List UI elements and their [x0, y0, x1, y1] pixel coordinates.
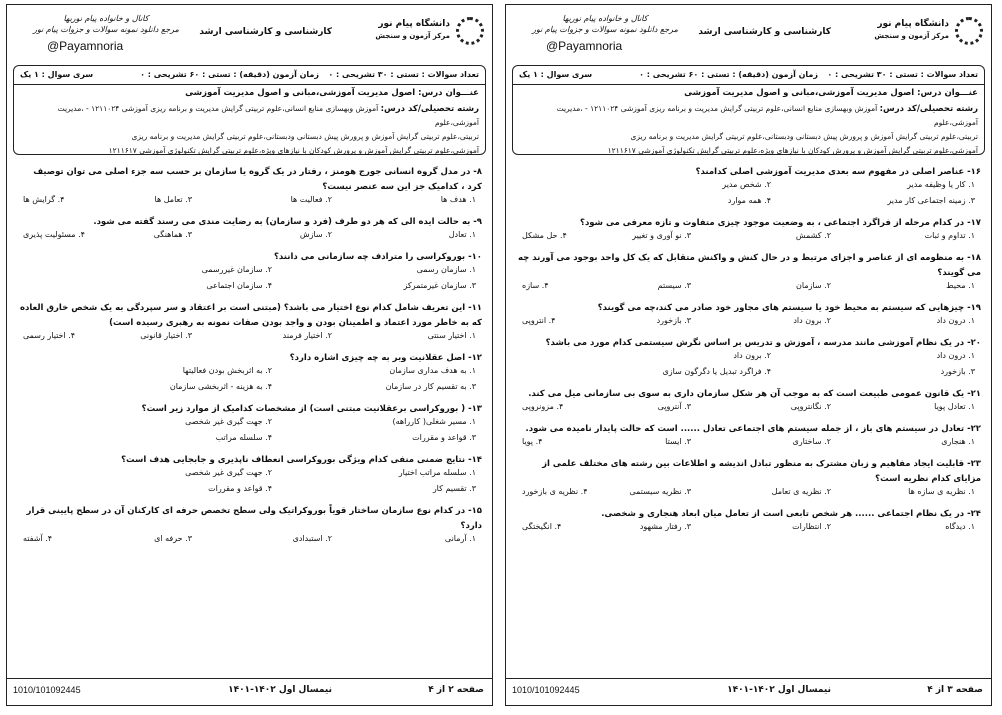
major-line-1: آموزش وبهسازی منابع انسانی،علوم تربیتی گرایش مدیریت و برنامه ریزی آموزشی ۱۲۱۱۰۲۴ - ،مدیریت آموزشی،علوم [57, 104, 479, 127]
option-3[interactable]: ۳. بازخورد [940, 367, 975, 376]
option-1[interactable]: ۱. درون داد [936, 351, 975, 360]
option-4[interactable]: ۴. آشفته [23, 534, 53, 543]
option-4[interactable]: ۴. نظریه ی بازخورد [522, 487, 588, 496]
question-count: تعداد سوالات : تستی : ۳۰ تشریحی : ۰ [827, 70, 978, 79]
option-4[interactable]: ۴. فراگرد تبدیل یا دگرگون سازی [662, 367, 771, 376]
question-text: ۲۳- قابلیت ایجاد مفاهیم و زبان مشترک به منظور تبادل اندیشه و اطلاعات بین رشته های مختلف علمی از مزایای کدام نظریه است؟ [542, 459, 981, 484]
page-header [7, 5, 492, 63]
option-1[interactable]: ۱. به هدف مداری سازمان [389, 366, 476, 375]
options-row [516, 487, 981, 503]
option-2[interactable]: ۲. کشمش [795, 231, 831, 240]
option-2[interactable]: ۲. برون داد [793, 316, 831, 325]
question-item [516, 165, 981, 212]
option-3[interactable]: ۳. تعامل ها [154, 195, 192, 204]
option-3[interactable]: ۳. ایستا [665, 437, 691, 446]
question-text: ۱۸- به منظومه ای از عناصر و اجزای مرتبط و در حال کنش و واکنش متقابل که یک کل واحد بوجود می آورند چه می گویند؟ [517, 253, 981, 278]
question-item [516, 507, 981, 538]
major-info [519, 102, 978, 158]
option-4[interactable]: ۴. انگیختگی [522, 522, 562, 531]
option-1[interactable]: ۱. کار یا وظیفه مدیر [907, 180, 975, 189]
page-footer [7, 678, 492, 705]
exam-page-3 [505, 4, 992, 706]
option-1[interactable]: ۱. سلسله مراتب اختیار [398, 468, 476, 477]
page-header [506, 5, 991, 63]
option-3[interactable]: ۳. به تقسیم کار در سازمان [385, 382, 476, 391]
option-1[interactable]: ۱. محیط [946, 281, 975, 290]
question-item [17, 301, 482, 347]
option-4[interactable]: ۴. انتروپی [522, 316, 556, 325]
university-logo-icon [456, 17, 484, 45]
divider [14, 84, 485, 85]
options-row [516, 180, 981, 212]
question-list [17, 165, 482, 554]
option-1[interactable]: ۱. تعادل پویا [934, 402, 975, 411]
question-item [17, 250, 482, 297]
question-text: ۱۲- اصل عقلانیت وبر به چه چیزی اشاره دارد؟ [289, 353, 482, 363]
question-text: ۱۴- نتایج ضمنی منفی کدام ویژگی بوروکراسی انعطاف ناپذیری و جابجایی هدف است؟ [121, 455, 482, 465]
question-item [516, 387, 981, 418]
exam-info-box [13, 65, 486, 155]
center-name: مرکز آزمون و سنجش [375, 32, 450, 40]
option-1[interactable]: ۱. اختیار سنتی [427, 331, 476, 340]
option-3[interactable]: ۳. سازمان غیرمتمرکز [403, 281, 476, 290]
info-row [519, 70, 978, 84]
option-1[interactable]: ۱. تداوم و ثبات [924, 231, 975, 240]
option-3[interactable]: ۳. حرفه ای [154, 534, 192, 543]
option-4[interactable]: ۴. مسئولیت پذیری [23, 230, 85, 239]
option-1[interactable]: ۱. درون داد [936, 316, 975, 325]
option-3[interactable]: ۳. نظریه سیستمی [629, 487, 691, 496]
promo-line-1: کانال و خانواده پیام نوریها [562, 14, 648, 23]
option-2[interactable]: ۲. جهت گیری غیر شخصی [185, 468, 272, 477]
options-row [17, 195, 482, 211]
option-4[interactable]: ۴. سلسله مراتب [215, 433, 272, 442]
major-label: رشته تحصیلی/کد درس: [380, 104, 479, 114]
major-line-2: تربیتی،علوم تربیتی گرایش آموزش و پرورش پیش دبستانی ودبستانی،علوم تربیتی گرایش مدیریت و برنامه ریزی [131, 132, 479, 141]
option-2[interactable]: ۲. سازش [299, 230, 332, 239]
option-2[interactable]: ۲. اختیار فرمند [282, 331, 332, 340]
option-3[interactable]: ۳. هماهنگی [153, 230, 192, 239]
option-4[interactable]: ۴. به هزینه - اثربخشی سازمان [169, 382, 272, 391]
options-row [17, 468, 482, 500]
option-1[interactable]: ۱. آرمانی [444, 534, 476, 543]
options-row [516, 437, 981, 453]
info-row [20, 70, 479, 84]
option-4[interactable]: ۴. گرایش ها [23, 195, 65, 204]
question-text: ۱۰- بوروکراسی را مترادف چه سازمانی می دانند؟ [273, 252, 482, 262]
question-count: تعداد سوالات : تستی : ۳۰ تشریحی : ۰ [328, 70, 479, 79]
options-row [17, 331, 482, 347]
exam-time: زمان آزمون (دقیقه) : تستی : ۶۰ تشریحی : ۰ [639, 70, 818, 79]
question-item [17, 351, 482, 398]
question-text: ۲۴- در یک نظام اجتماعی ...... هر شخص تابعی است از تعامل میان ابعاد هنجاری و شخصی. [601, 509, 981, 519]
question-item [17, 215, 482, 246]
question-item [17, 453, 482, 500]
options-row [516, 351, 981, 383]
option-2[interactable]: ۲. نظریه ی تعامل [771, 487, 831, 496]
page-footer [506, 678, 991, 705]
footer-code: 1010/101092445 [512, 685, 580, 695]
question-text: ۱۹- چیزهایی که سیستم به محیط خود یا سیستم های مجاور خود صادر می کند،چه می گویند؟ [597, 303, 981, 313]
exam-page-2 [6, 4, 493, 706]
option-3[interactable]: ۳. اختیار قانونی [140, 331, 192, 340]
option-1[interactable]: ۱. هدف ها [440, 195, 476, 204]
options-row [516, 316, 981, 332]
option-1[interactable]: ۱. سازمان رسمی [416, 265, 476, 274]
option-4[interactable]: ۴. سازه [522, 281, 549, 290]
options-row [17, 265, 482, 297]
promo-line-2: مرجع دانلود نمونه سوالات و جزوات پیام نور [33, 25, 179, 34]
question-item [516, 216, 981, 247]
question-text: ۱۶- عناصر اصلی در مفهوم سه بعدی مدیریت آموزشی اصلی کدامند؟ [695, 167, 981, 177]
promo-text [21, 13, 191, 35]
option-4[interactable]: ۴. پویا [522, 437, 543, 446]
option-2[interactable]: ۲. انتظارات [792, 522, 831, 531]
brand-handle: @Payamnoria [546, 39, 623, 53]
option-3[interactable]: ۳. سیستم [657, 281, 691, 290]
option-3[interactable]: ۳. قواعد و مقررات [412, 433, 476, 442]
option-2[interactable]: ۲. نگانتروپی [790, 402, 831, 411]
option-2[interactable]: ۲. به اثربخش بودن فعالیتها [182, 366, 272, 375]
option-1[interactable]: ۱. تعادل [448, 230, 476, 239]
option-2[interactable]: ۲. ساختاری [792, 437, 831, 446]
footer-code: 1010/101092445 [13, 685, 81, 695]
option-1[interactable]: ۱. دیدگاه [945, 522, 975, 531]
option-3[interactable]: ۳. آنتروپی [657, 402, 691, 411]
option-2[interactable]: ۲. فعالیت ها [290, 195, 332, 204]
options-row [17, 534, 482, 550]
series: سری سوال : ۱ یک [20, 70, 94, 79]
question-text: ۱۳- ( بوروکراسی برعقلانیت مبتنی است) از مشخصات کدامیک از موارد زیر است؟ [141, 404, 482, 414]
option-2[interactable]: ۲. سازمان [796, 281, 831, 290]
field-title: کارشناسی و کارشناسی ارشد [698, 27, 831, 37]
major-line-2: تربیتی،علوم تربیتی گرایش آموزش و پرورش پیش دبستانی ودبستانی،علوم تربیتی گرایش مدیریت و برنامه ریزی [630, 132, 978, 141]
series: سری سوال : ۱ یک [519, 70, 593, 79]
promo-line-1: کانال و خانواده پیام نوریها [63, 14, 149, 23]
university-logo-icon [955, 17, 983, 45]
question-item [516, 457, 981, 503]
options-row [516, 281, 981, 297]
question-text: ۲۰- در یک نظام آموزشی مانند مدرسه ، آموزش و تدریس بر اساس نگرش سیستمی کدام مورد می باشد؟ [545, 338, 981, 348]
footer-term: نیمسال اول ۱۴۰۲-۱۴۰۱ [727, 685, 831, 695]
option-2[interactable]: ۲. جهت گیری غیر شخصی [185, 417, 272, 426]
option-3[interactable]: ۳. زمینه اجتماعی کار مدیر [887, 196, 975, 205]
question-text: ۲۲- تعادل در سیستم های باز ، از جمله سیستم های اجتماعی تعادل ...... است که حالت پایدار نامیده می شود. [525, 424, 981, 434]
course-title: عنـــوان درس: اصول مدیریت آموزشی،مبانی و اصول مدیریت آموزشی [185, 88, 479, 98]
promo-text [520, 13, 690, 35]
option-4[interactable]: ۴. قواعد و مقررات [208, 484, 272, 493]
divider [513, 84, 984, 85]
major-label: رشته تحصیلی/کد درس: [879, 104, 978, 114]
option-1[interactable]: ۱. هنجاری [941, 437, 975, 446]
option-3[interactable]: ۳. نو آوری و تغییر [632, 231, 691, 240]
option-4[interactable]: ۴. سازمان اجتماعی [206, 281, 272, 290]
option-2[interactable]: ۲. استبدادی [292, 534, 332, 543]
option-2[interactable]: ۲. برون داد [733, 351, 771, 360]
question-item [17, 165, 482, 211]
promo-line-2: مرجع دانلود نمونه سوالات و جزوات پیام نور [532, 25, 678, 34]
question-item [516, 251, 981, 297]
center-name: مرکز آزمون و سنجش [874, 32, 949, 40]
exam-info-box [512, 65, 985, 155]
question-text: ۸- در مدل گروه انسانی جورج هومنز ، رفتار در یک گروه یا سازمان بر حسب سه جزء اصلی می توان توصیف کرد ، کدامیک جز این سه عنصر نیست؟ [33, 167, 482, 192]
option-4[interactable]: ۴. حل مشکل [522, 231, 567, 240]
major-line-3: آموزشی،علوم تربیتی گرایش آموزش و پرورش کودکان با نیازهای ویژه،علوم تربیتی گرایش تکنولوژی آموزشی ۱۲۱۱۶۱۷ [607, 146, 978, 155]
question-text: ۱۷- در کدام مرحله از فراگرد اجتماعی ، به وضعیت موجود چیزی متفاوت و تازه معرفی می شود؟ [580, 218, 981, 228]
option-2[interactable]: ۲. سازمان غیررسمی [201, 265, 272, 274]
option-4[interactable]: ۴. اختیار رسمی [23, 331, 76, 340]
course-title: عنـــوان درس: اصول مدیریت آموزشی،مبانی و اصول مدیریت آموزشی [684, 88, 978, 98]
major-line-1: آموزش وبهسازی منابع انسانی،علوم تربیتی گرایش مدیریت و برنامه ریزی آموزشی ۱۲۱۱۰۲۴ - ،مدیریت آموزشی،علوم [556, 104, 978, 127]
major-line-3: آموزشی،علوم تربیتی گرایش آموزش و پرورش کودکان با نیازهای ویژه،علوم تربیتی گرایش تکنولوژی آموزشی ۱۲۱۱۶۱۷ [108, 146, 479, 155]
question-text: ۲۱- یک قانون عمومی طبیعت است که به موجب آن هر شکل سازمان داری به سوی بی سازمانی میل می کند. [528, 389, 981, 399]
university-name: دانشگاه پیام نور [877, 19, 949, 29]
footer-term: نیمسال اول ۱۴۰۲-۱۴۰۱ [228, 685, 332, 695]
major-info [20, 102, 479, 158]
university-name: دانشگاه پیام نور [378, 19, 450, 29]
option-3[interactable]: ۳. تقسیم کار [432, 484, 476, 493]
question-text: ۹- به حالت ایده الی که هر دو طرف (فرد و سازمان) به رضایت مندی می رسند گفته می شود. [93, 217, 482, 227]
question-text: ۱۵- در کدام نوع سازمان ساختار قویاً بوروکراتیک ولی سطح تخصص حرفه ای کارکنان آن در سطح پایینی قرار دارد؟ [26, 506, 482, 531]
options-row [516, 231, 981, 247]
options-row [516, 522, 981, 538]
question-item [516, 336, 981, 383]
option-4[interactable]: ۴. همه موارد [727, 196, 771, 205]
question-item [516, 301, 981, 332]
option-1[interactable]: ۱. مسیر شغلی( کارراهه) [392, 417, 476, 426]
question-item [17, 504, 482, 550]
option-3[interactable]: ۳. رفتار مشهود [639, 522, 691, 531]
option-3[interactable]: ۳. بازخورد [656, 316, 691, 325]
option-2[interactable]: ۲. شخص مدیر [722, 180, 771, 189]
options-row [17, 230, 482, 246]
exam-time: زمان آزمون (دقیقه) : تستی : ۶۰ تشریحی : ۰ [140, 70, 319, 79]
question-item [516, 422, 981, 453]
field-title: کارشناسی و کارشناسی ارشد [199, 27, 332, 37]
question-list [516, 165, 981, 542]
footer-page: صفحه ۳ از ۴ [927, 685, 983, 695]
options-row [17, 417, 482, 449]
options-row [516, 402, 981, 418]
question-item [17, 402, 482, 449]
brand-handle: @Payamnoria [47, 39, 124, 53]
footer-page: صفحه ۲ از ۴ [428, 685, 484, 695]
options-row [17, 366, 482, 398]
option-4[interactable]: ۴. مزونروپی [522, 402, 564, 411]
question-text: ۱۱- این تعریف شامل کدام نوع اختیار می باشد؟ (مبتنی است بر اعتقاد و سر سپردگی به یک شخص خارق العاده که به خاطر مورد اعتماد و اطمینان بودن و واجد بودن صفات نمونه به رهبری رسیده است) [19, 303, 482, 328]
option-1[interactable]: ۱. نظریه ی سازه ها [908, 487, 975, 496]
